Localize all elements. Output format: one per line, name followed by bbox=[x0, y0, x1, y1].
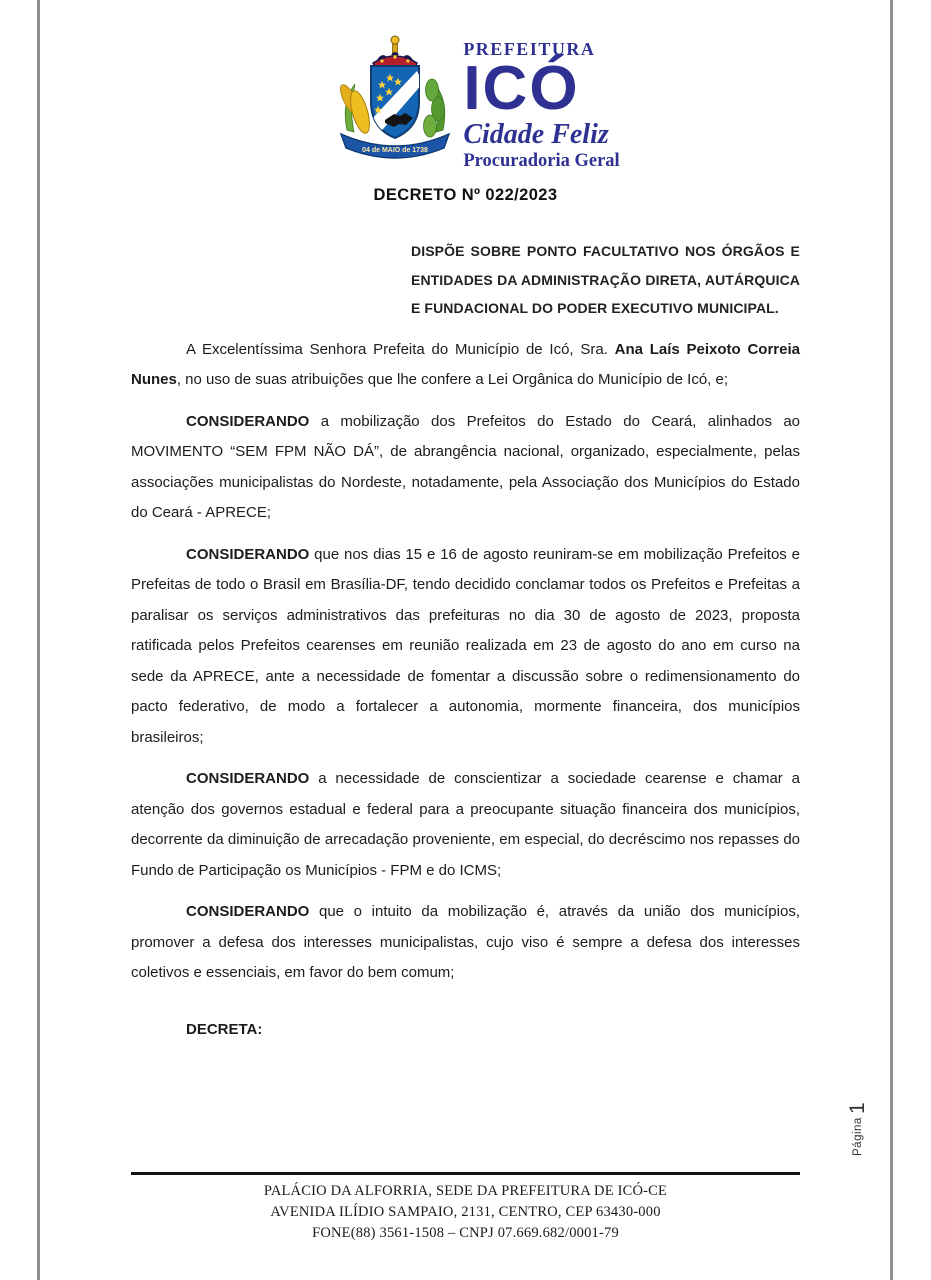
paragraph-considerando-1: CONSIDERANDO a mobilização dos Prefeitos do Estado do Ceará, alinhados ao MOVIMENTO “SEM FPM NÃO DÁ”, de abrangência nacional, organizado, especialmente, pelas associações municipalistas do Nordeste, notadamente, pela Associação dos Municípios do Estado do Ceará - APRECE; bbox=[131, 412, 800, 522]
document-body bbox=[131, 335, 800, 1046]
page-number-value: 1 bbox=[846, 1102, 869, 1115]
crest-top-orb bbox=[391, 36, 399, 44]
crest-corn-branch bbox=[337, 82, 374, 135]
right-page-edge-line bbox=[890, 0, 893, 1280]
brand-department: Procuradoria Geral bbox=[463, 150, 620, 171]
page-number-label: Página bbox=[852, 1117, 864, 1156]
document-epigraph: DISPÕE SOBRE PONTO FACULTATIVO NOS ÓRGÃOS E ENTIDADES DA ADMINISTRAÇÃO DIRETA, AUTÁRQUICA E FUNDACIONAL DO PODER EXECUTIVO MUNICIPAL. bbox=[411, 243, 800, 317]
letterhead-brand bbox=[463, 30, 619, 170]
coat-of-arms-icon bbox=[335, 30, 455, 166]
document-title: DECRETO Nº 022/2023 bbox=[373, 186, 558, 205]
footer-address-line-1: PALÁCIO DA ALFORRIA, SEDE DA PREFEITURA DE ICÓ-CE bbox=[263, 1183, 668, 1199]
paragraph-preamble: A Excelentíssima Senhora Prefeita do Município de Icó, Sra. Ana Laís Peixoto Correia Nunes, no uso de suas atribuições que lhe confere a Lei Orgânica do Município de Icó, e; bbox=[131, 340, 800, 389]
footer-address-line-2: AVENIDA ILÍDIO SAMPAIO, 2131, CENTRO, CEP 63430-000 bbox=[270, 1204, 661, 1220]
footer-address-line-3: FONE(88) 3561-1508 – CNPJ 07.669.682/0001-79 bbox=[312, 1225, 619, 1241]
left-page-edge-line bbox=[37, 0, 40, 1280]
document-footer bbox=[131, 1172, 800, 1244]
paragraph-considerando-3: CONSIDERANDO a necessidade de conscientizar a sociedade cearense e chamar a atenção dos governos estadual e federal para a preocupante situação financeira dos municípios, decorrente da diminuição de arrecadação proveniente, em especial, do decréscimo nos repasses do Fundo de Participação os Municípios - FPM e do ICMS; bbox=[131, 770, 800, 879]
paragraph-considerando-4: CONSIDERANDO que o intuito da mobilização é, através da união dos municípios, promover a defesa dos interesses municipalistas, cujo viso é sempre a defesa dos interesses coletivos e essenciais, em favor do bem comum; bbox=[131, 903, 800, 982]
paragraph-decreta: DECRETA: bbox=[186, 1020, 263, 1038]
brand-city-name: ICÓ bbox=[463, 54, 580, 123]
paragraph-considerando-2: CONSIDERANDO que nos dias 15 e 16 de agosto reuniram-se em mobilização Prefeitos e Prefeitas de todo o Brasil em Brasília-DF, tendo decidido conclamar todos os Prefeitos e Prefeitas a paralisar os serviços administrativos das prefeituras no dia 30 de agosto de 2023, proposta ratificada pelos Prefeitos cearenses em reunião realizada em 23 de agosto do ano em curso na sede da APRECE, ante a necessidade de fomentar a discussão sobre o redimensionamento do pacto federativo, de modo a fortalecer a autonomia, mormente financeira, dos municípios brasileiros; bbox=[131, 545, 800, 746]
letterhead bbox=[24, 0, 931, 170]
crest-ribbon-text: 04 de MAIO de 1738 bbox=[362, 147, 429, 154]
footer-rule bbox=[131, 1172, 800, 1175]
crest-shield bbox=[368, 66, 423, 138]
crest-leaf-branch bbox=[424, 79, 445, 137]
brand-slogan: Cidade Feliz bbox=[463, 118, 609, 150]
brand-prefeitura-label: PREFEITURA bbox=[463, 39, 596, 59]
page-number-marker bbox=[846, 1086, 870, 1156]
